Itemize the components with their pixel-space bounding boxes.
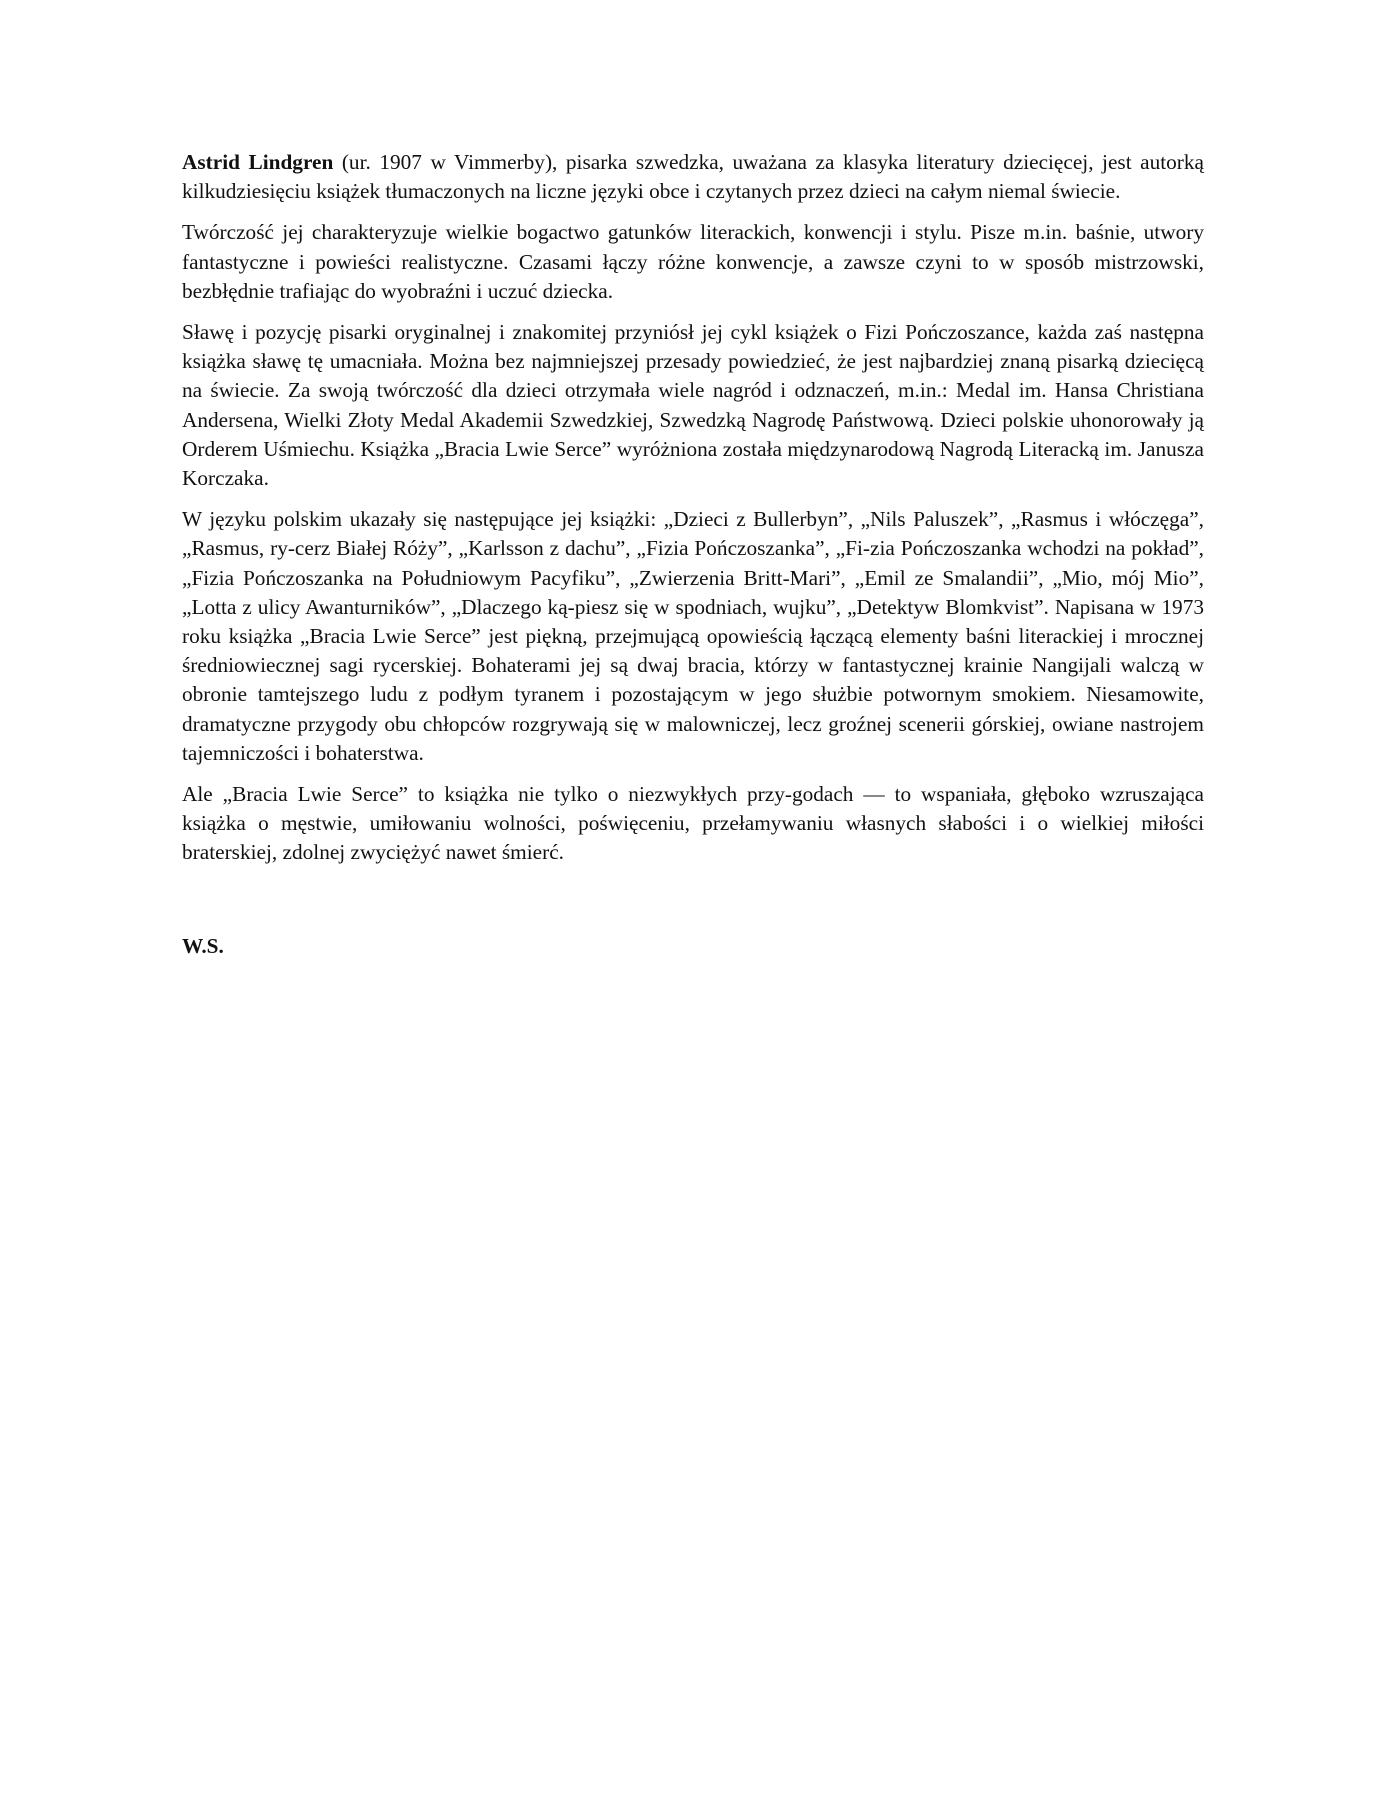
author-name: Astrid Lindgren	[182, 150, 334, 174]
paragraph-intro	[182, 148, 1204, 206]
signature: W.S.	[182, 933, 224, 958]
document-page	[182, 148, 1204, 961]
paragraph-polish-books: W języku polskim ukazały się następujące jej książki: „Dzieci z Bullerbyn”, „Nils Paluszek”, „Rasmus i włóczęga”, „Rasmus, ry-cerz Białej Róży”, „Karlsson z dachu”, „Fizia Pończoszanka”, „Fi-zia Pończoszanka wchodzi na pokład”, „Fizia Pończoszanka na Południowym Pacyfiku”, „Zwierzenia Britt-Mari”, „Emil ze Smalandii”, „Mio, mój Mio”, „Lotta z ulicy Awanturników”, „Dlaczego ką-piesz się w spodniach, wujku”, „Detektyw Blomkvist”. Napisana w 1973 roku książka „Bracia Lwie Serce” jest piękną, przejmującą opowieścią łączącą elementy baśni literackiej i mrocznej średniowiecznej sagi rycerskiej. Bohaterami jej są dwaj bracia, którzy w fantastycznej krainie Nangijali walczą w obronie tamtejszego ludu z podłym tyranem i pozostającym w jego służbie potwornym smokiem. Niesamowite, dramatyczne przygody obu chłopców rozgrywają się w malowniczej, lecz groźnej scenerii górskiej, owiane nastrojem tajemniczości i bohaterstwa.	[182, 507, 1204, 765]
paragraph-works: Twórczość jej charakteryzuje wielkie bogactwo gatunków literackich, konwencji i stylu. Pisze m.in. baśnie, utwory fantastyczne i powieści realistyczne. Czasami łączy różne konwencje, a zawsze czyni to w sposób mistrzowski, bezbłędnie trafiając do wyobraźni i uczuć dziecka.	[182, 220, 1204, 303]
paragraph-fame: Sławę i pozycję pisarki oryginalnej i znakomitej przyniósł jej cykl książek o Fizi Pończoszance, każda zaś następna książka sławę tę umacniała. Można bez najmniejszej przesady powiedzieć, że jest najbardziej znaną pisarką dziecięcą na świecie. Za swoją twórczość dla dzieci otrzymała wiele nagród i odznaczeń, m.in.: Medal im. Hansa Christiana Andersena, Wielki Złoty Medal Akademii Szwedzkiej, Szwedzką Nagrodę Państwową. Dzieci polskie uhonorowały ją Orderem Uśmiechu. Książka „Bracia Lwie Serce” wyróżniona została międzynarodową Nagrodą Literacką im. Janusza Korczaka.	[182, 320, 1204, 491]
paragraph-conclusion: Ale „Bracia Lwie Serce” to książka nie tylko o niezwykłych przy-godach — to wspaniała, głęboko wzruszająca książka o męstwie, umiłowaniu wolności, poświęceniu, przełamywaniu własnych słabości i o wielkiej miłości braterskiej, zdolnej zwyciężyć nawet śmierć.	[182, 782, 1204, 865]
paragraph-intro-text: (ur. 1907 w Vimmerby), pisarka szwedzka, uważana za klasyka literatury dziecięcej, jest autorką kilkudziesięciu książek tłumaczonych na liczne języki obce i czytanych przez dzieci na całym niemal świecie.	[182, 150, 1205, 204]
